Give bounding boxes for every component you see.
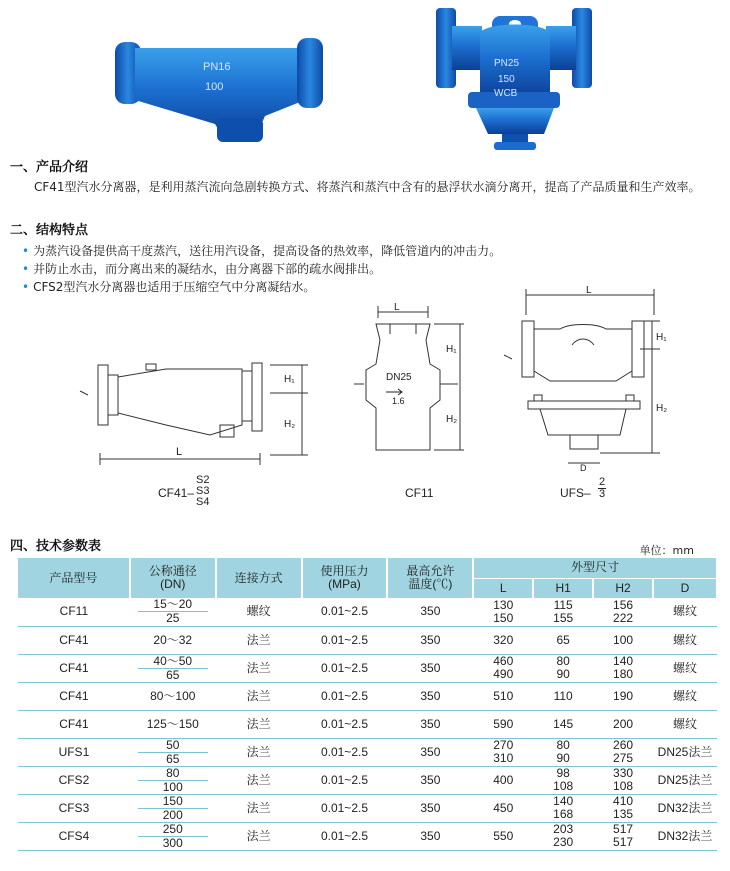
- header-H2: H2: [593, 578, 653, 598]
- cell-h2: 410 135: [593, 794, 653, 822]
- table-row: [18, 738, 717, 766]
- cell-d: 螺纹: [653, 598, 717, 626]
- cell-dn: 125～150: [130, 710, 216, 738]
- params-title: 四、技术参数表: [10, 539, 102, 554]
- cell-pressure: 0.01~2.5: [302, 822, 388, 850]
- cell-temp: 350: [387, 682, 473, 710]
- feature-item: [22, 260, 381, 277]
- cf41-variant: S2: [196, 474, 210, 486]
- cf41-photo: [105, 28, 330, 148]
- spec-table: [18, 558, 718, 851]
- cell-d: DN32法兰: [653, 794, 717, 822]
- cell-d: DN25法兰: [653, 738, 717, 766]
- ufs-caption: [560, 486, 591, 500]
- cell-l: 510: [473, 682, 533, 710]
- cell-h2: 200: [593, 710, 653, 738]
- ufs-caption-prefix: UFS–: [560, 486, 591, 500]
- cell-conn: 法兰: [216, 738, 302, 766]
- cell-l: 320: [473, 626, 533, 654]
- cf11-dim-L: L: [394, 302, 400, 313]
- table-row: [18, 766, 717, 794]
- photo-right-line3: WCB: [494, 88, 518, 99]
- ufs-drawing: [500, 285, 680, 475]
- header-pressure: 使用压力 (MPa): [302, 558, 388, 598]
- cell-dn: 150 200: [130, 794, 216, 822]
- cell-h2: 330 108: [593, 766, 653, 794]
- cell-temp: 350: [387, 822, 473, 850]
- cell-dn: 80～100: [130, 682, 216, 710]
- cell-temp: 350: [387, 738, 473, 766]
- cell-d: 螺纹: [653, 682, 717, 710]
- cell-d: 螺纹: [653, 654, 717, 682]
- cell-conn: 法兰: [216, 682, 302, 710]
- ufs-dim-H1: H₁: [656, 332, 667, 343]
- ufs-caption-den: 3: [599, 488, 606, 500]
- photo-left-line2: 100: [205, 81, 224, 93]
- intro-title: 一、产品介绍: [10, 160, 89, 175]
- cell-dn: 15～20 25: [130, 598, 216, 626]
- cf11-drawing: [350, 300, 480, 470]
- cell-conn: 法兰: [216, 766, 302, 794]
- ufs-caption-fraction: [598, 477, 606, 500]
- cf11-body-label2: 1.6: [392, 396, 405, 406]
- ufs-caption-num: 2: [599, 476, 606, 488]
- cell-h2: 260 275: [593, 738, 653, 766]
- cell-model: CF41: [18, 682, 130, 710]
- table-row: [18, 598, 717, 626]
- cell-h1: 80 90: [533, 738, 593, 766]
- cf41-drawing: [70, 355, 320, 470]
- cell-conn: 法兰: [216, 822, 302, 850]
- cell-d: DN25法兰: [653, 766, 717, 794]
- cf41-variant: S3: [196, 485, 210, 497]
- cf41-dim-H2: H₂: [284, 419, 296, 430]
- cell-l: 460 490: [473, 654, 533, 682]
- cell-pressure: 0.01~2.5: [302, 654, 388, 682]
- cell-d: DN32法兰: [653, 822, 717, 850]
- ufs-dim-L: L: [586, 285, 592, 296]
- cell-conn: 法兰: [216, 710, 302, 738]
- cell-model: CF41: [18, 654, 130, 682]
- photo-right-line1: PN25: [494, 58, 520, 69]
- header-L: L: [473, 578, 533, 598]
- header-dn: 公称通径 (DN): [130, 558, 216, 598]
- cell-dn: 20～32: [130, 626, 216, 654]
- cell-h2: 517 517: [593, 822, 653, 850]
- cell-l: 590: [473, 710, 533, 738]
- feature-item: [22, 242, 501, 259]
- cell-d: 螺纹: [653, 626, 717, 654]
- cf41-dim-H1: H₁: [284, 374, 295, 385]
- cell-dn: 50 65: [130, 738, 216, 766]
- photo-right-line2: 150: [498, 74, 515, 85]
- cell-model: CF41: [18, 626, 130, 654]
- cell-temp: 350: [387, 598, 473, 626]
- cell-pressure: 0.01~2.5: [302, 598, 388, 626]
- cell-h2: 156 222: [593, 598, 653, 626]
- cell-pressure: 0.01~2.5: [302, 766, 388, 794]
- cell-temp: 350: [387, 654, 473, 682]
- cell-model: UFS1: [18, 738, 130, 766]
- cell-pressure: 0.01~2.5: [302, 710, 388, 738]
- table-row: [18, 710, 717, 738]
- cf41-caption-prefix: CF41–: [158, 486, 195, 500]
- cell-model: CFS2: [18, 766, 130, 794]
- cell-pressure: 0.01~2.5: [302, 626, 388, 654]
- cell-h1: 65: [533, 626, 593, 654]
- bullet-icon: •: [22, 244, 30, 258]
- bullet-icon: •: [22, 280, 30, 294]
- cf41-dim-L: L: [176, 446, 183, 458]
- cell-conn: 法兰: [216, 626, 302, 654]
- cf11-dim-H1: H₁: [446, 344, 457, 355]
- cell-l: 450: [473, 794, 533, 822]
- table-row: [18, 682, 717, 710]
- cell-temp: 350: [387, 626, 473, 654]
- cell-h1: 145: [533, 710, 593, 738]
- cell-h2: 140 180: [593, 654, 653, 682]
- table-row: [18, 654, 717, 682]
- header-model: 产品型号: [18, 558, 130, 598]
- cell-h1: 203 230: [533, 822, 593, 850]
- cell-temp: 350: [387, 794, 473, 822]
- cell-conn: 法兰: [216, 654, 302, 682]
- header-conn: 连接方式: [216, 558, 302, 598]
- cf41-variants: [196, 475, 209, 508]
- cell-conn: 螺纹: [216, 598, 302, 626]
- cell-l: 270 310: [473, 738, 533, 766]
- cell-model: CFS3: [18, 794, 130, 822]
- cell-pressure: 0.01~2.5: [302, 682, 388, 710]
- table-row: [18, 794, 717, 822]
- cell-conn: 法兰: [216, 794, 302, 822]
- cell-h1: 140 168: [533, 794, 593, 822]
- cell-pressure: 0.01~2.5: [302, 738, 388, 766]
- cell-h1: 80 90: [533, 654, 593, 682]
- cf11-dim-H2: H₂: [446, 414, 458, 425]
- ufs-dim-H2: H₂: [656, 403, 668, 414]
- cell-temp: 350: [387, 710, 473, 738]
- cf11-photo: [432, 2, 597, 154]
- cell-l: 400: [473, 766, 533, 794]
- header-dims: 外型尺寸: [473, 558, 717, 578]
- cf41-variant: S4: [196, 496, 210, 508]
- header-D: D: [653, 578, 717, 598]
- cell-model: CF41: [18, 710, 130, 738]
- cell-d: 螺纹: [653, 710, 717, 738]
- ufs-dim-D: D: [580, 463, 587, 473]
- bullet-icon: •: [22, 262, 30, 276]
- cell-model: CF11: [18, 598, 130, 626]
- feature-text: 并防止水击，而分离出来的凝结水，由分离器下部的疏水阀排出。: [33, 262, 382, 276]
- cell-h2: 190: [593, 682, 653, 710]
- cell-model: CFS4: [18, 822, 130, 850]
- unit-label: 单位：mm: [639, 544, 694, 557]
- table-row: [18, 822, 717, 850]
- cell-dn: 80 100: [130, 766, 216, 794]
- cf11-body-label1: DN25: [386, 372, 412, 383]
- cell-temp: 350: [387, 766, 473, 794]
- cell-dn: 250 300: [130, 822, 216, 850]
- cell-dn: 40～50 65: [130, 654, 216, 682]
- cell-h1: 115 155: [533, 598, 593, 626]
- header-H1: H1: [533, 578, 593, 598]
- cell-h2: 100: [593, 626, 653, 654]
- feature-text: 为蒸汽设备提供高干度蒸汽，送往用汽设备，提高设备的热效率，降低管道内的冲击力。: [33, 244, 502, 258]
- intro-text: CF41型汽水分离器，是利用蒸汽流向急剧转换方式、将蒸汽和蒸汽中含有的悬浮状水滴分离开，提高了产品质量和生产效率。: [34, 180, 701, 194]
- cell-h1: 98 108: [533, 766, 593, 794]
- cell-l: 130 150: [473, 598, 533, 626]
- cell-pressure: 0.01~2.5: [302, 794, 388, 822]
- photo-left-line1: PN16: [203, 61, 231, 73]
- table-row: [18, 626, 717, 654]
- cf11-caption: CF11: [405, 486, 434, 500]
- header-temp: 最高允许 温度(℃): [387, 558, 473, 598]
- cf41-caption: [158, 486, 194, 500]
- cell-l: 550: [473, 822, 533, 850]
- feature-text: CFS2型汽水分离器也适用于压缩空气中分离凝结水。: [33, 280, 316, 294]
- feature-item: [22, 278, 315, 295]
- cell-h1: 110: [533, 682, 593, 710]
- features-title: 二、结构特点: [10, 223, 89, 238]
